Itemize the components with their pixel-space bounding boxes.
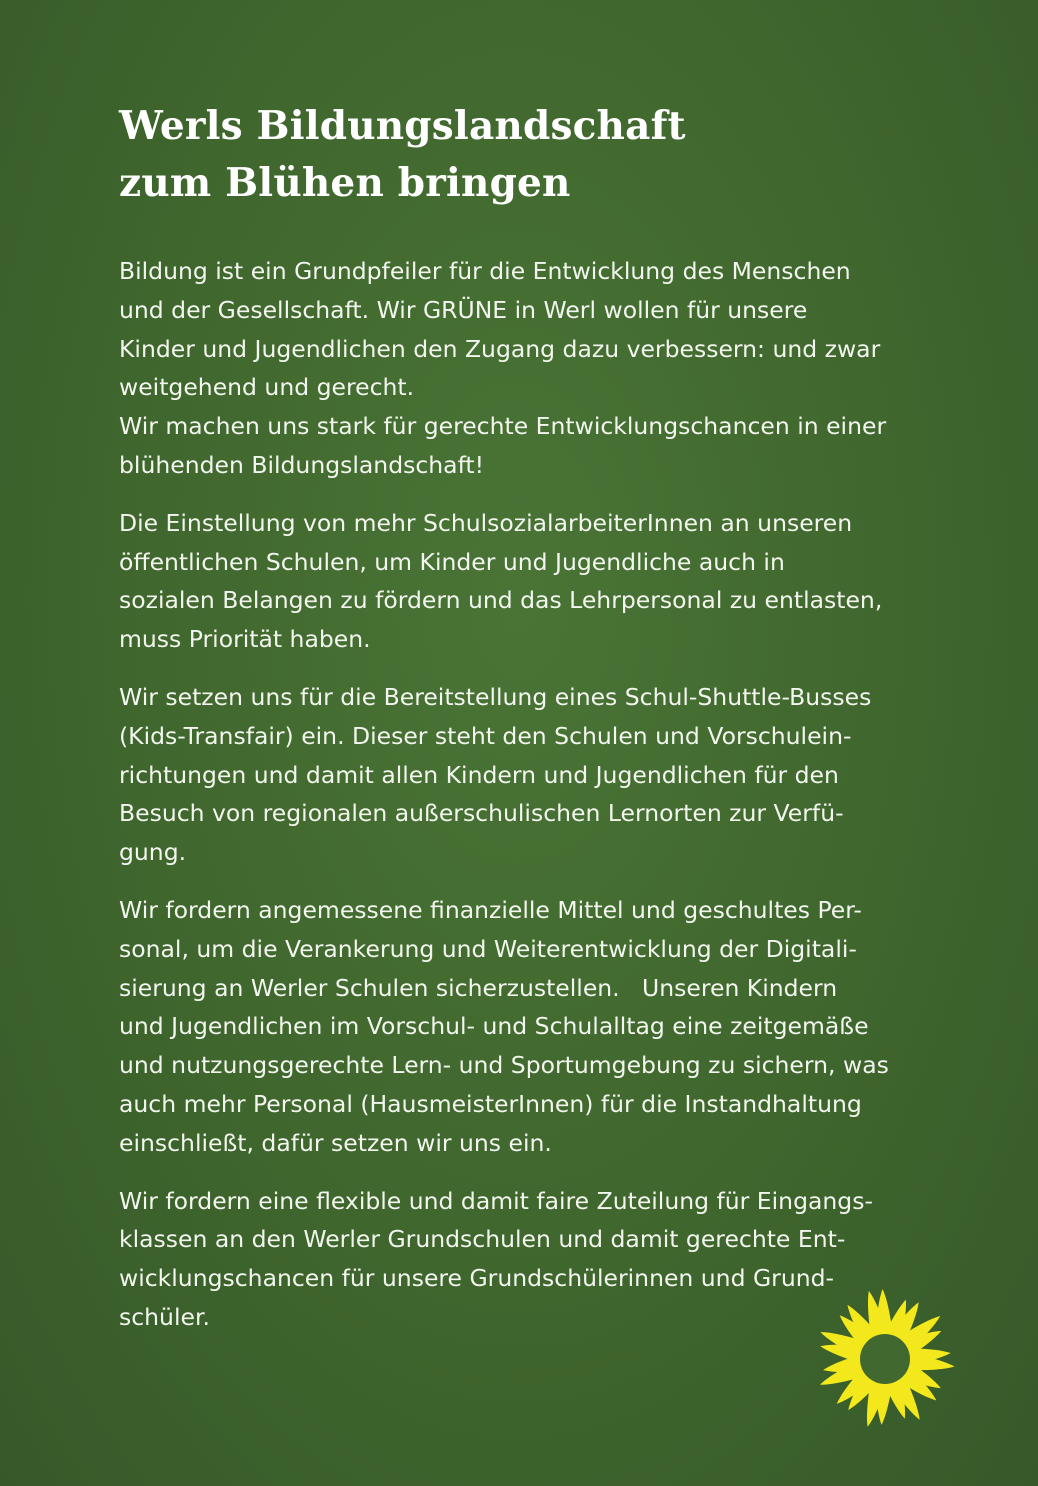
- text-line: und der Gesellschaft. Wir GRÜNE in Werl wollen für unsere: [119, 295, 808, 324]
- text-line: sonal, um die Verankerung und Weiterentwicklung der Digitali-: [119, 934, 857, 963]
- text-line: wicklungschancen für unsere Grundschülerinnen und Grund-: [119, 1264, 835, 1293]
- paragraph-shuttle-bus: [119, 678, 929, 872]
- text-line: Kinder und Jugendlichen den Zugang dazu verbessern: und zwar: [119, 334, 881, 363]
- text-line: Wir setzen uns für die Bereitstellung eines Schul-Shuttle-Busses: [119, 682, 872, 711]
- text-line: (Kids-Transfair) ein. Dieser steht den Schulen und Vorschulein-: [119, 721, 852, 750]
- text-line: Wir machen uns stark für gerechte Entwicklungschancen in einer: [119, 412, 887, 441]
- text-line: Wir fordern angemessene finanzielle Mittel und geschultes Per-: [119, 895, 862, 924]
- paragraph-schulsozialarbeit: [119, 504, 929, 659]
- flyer-page: [119, 98, 929, 1356]
- sunflower-icon: [812, 1286, 958, 1432]
- title-line-2: zum Blühen bringen: [119, 160, 571, 206]
- text-line: und Jugendlichen im Vorschul- und Schulalltag eine zeitgemäße: [119, 1012, 869, 1041]
- text-line: Bildung ist ein Grundpfeiler für die Entwicklung des Menschen: [119, 257, 851, 285]
- sunflower-center: [860, 1334, 910, 1384]
- text-line: weitgehend und gerecht.: [119, 373, 415, 402]
- text-line: auch mehr Personal (HausmeisterInnen) für die Instandhaltung: [119, 1089, 862, 1118]
- paragraph-bildung: [119, 252, 929, 485]
- text-line: gung.: [119, 838, 187, 867]
- text-line: muss Priorität haben.: [119, 625, 371, 654]
- text-line: öffentlichen Schulen, um Kinder und Jugendliche auch in: [119, 547, 785, 576]
- text-line: schüler.: [119, 1302, 210, 1331]
- title-line-1: Werls Bildungslandschaft: [119, 103, 686, 149]
- text-line: und nutzungsgerechte Lern- und Sportumgebung zu sichern, was: [119, 1051, 889, 1080]
- page-title: [119, 98, 929, 212]
- text-line: klassen an den Werler Grundschulen und damit gerechte Ent-: [119, 1225, 846, 1254]
- text-line: Besuch von regionalen außerschulischen Lernorten zur Verfü-: [119, 799, 844, 828]
- text-line: einschließt, dafür setzen wir uns ein.: [119, 1128, 552, 1157]
- paragraph-digitalisierung: [119, 891, 929, 1163]
- text-line: sozialen Belangen zu fördern und das Lehrpersonal zu entlasten,: [119, 586, 883, 615]
- text-line: blühenden Bildungslandschaft!: [119, 450, 485, 479]
- text-line: Die Einstellung von mehr SchulsozialarbeiterInnen an unseren: [119, 508, 853, 537]
- paragraph-eingangsklassen: [119, 1182, 929, 1337]
- text-line: richtungen und damit allen Kindern und Jugendlichen für den: [119, 760, 839, 789]
- text-line: sierung an Werler Schulen sicherzustellen. Unseren Kindern: [119, 973, 838, 1002]
- body-text: [119, 252, 929, 1337]
- text-line: Wir fordern eine flexible und damit faire Zuteilung für Eingangs-: [119, 1186, 873, 1215]
